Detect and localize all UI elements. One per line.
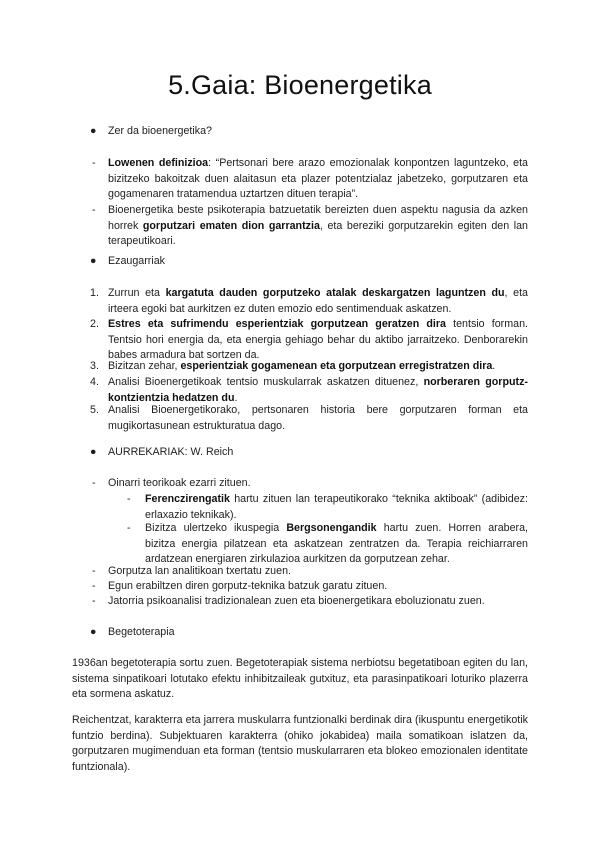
- feature-item-3: Bizitzan zehar, esperientziak gogamenean eta gorputzean erregistratzen dira.: [108, 360, 496, 372]
- feature-item-4: Analisi Bioenergetikoak tentsio muskularrak askatzen dituenez, norberaren gorputz-kontzientzia hedatzen du.: [108, 376, 528, 404]
- vegetotherapy-paragraph: 1936an begetoterapia sortu zuen. Begetoterapiak sistema nerbiotsu begetatiboan egiten du lan, sistema sinpatikoari lotutako efektu inhibitzaileak gutxituz, eta parasinpatikoari loturiko plazerra eta sormena askatuz.: [72, 657, 528, 701]
- dash-marker: -: [127, 493, 131, 505]
- bullet-marker: ●: [90, 125, 97, 137]
- dash-marker: -: [92, 204, 96, 216]
- section-heading-what-is: Zer da bioenergetika?: [108, 125, 212, 137]
- reich-subpoint-bergson: Bizitza ulertzeko ikuspegia Bergsonengandik hartu zuen. Horren arabera, bizitza energia pilatzean eta askatzean zentratzen da. Terapia reichiarraren ardatzean energiaren zirkulazioa aurkitzen da gorputzean zehar.: [145, 522, 528, 566]
- list-number: 2.: [90, 318, 99, 330]
- reich-point-1: Oinarri teorikoak ezarri zituen.: [108, 477, 251, 489]
- feature-item-5: Analisi Bioenergetikorako, pertsonaren historia bere gorputzaren forman eta mugikortasunean estrukturatua dago.: [108, 404, 528, 432]
- list-number: 5.: [90, 404, 99, 416]
- character-paragraph: Reichentzat, karakterra eta jarrera muskularra funtzionalki berdinak dira (ikuspuntu energetikotik funtzio berdina). Subjektuaren karakterra (ohiko jokabidea) maila somatikoan islatzen da, gorputzaren mugimenduan eta forman (tentsio muskularraren eta blokeo emozionalen identitate funtzionala).: [72, 714, 528, 773]
- reich-point-3: Egun erabiltzen diren gorputz-teknika batzuk garatu zituen.: [108, 580, 388, 592]
- section-heading-features: Ezaugarriak: [108, 255, 166, 267]
- section-heading-background: AURREKARIAK: W. Reich: [108, 446, 234, 458]
- page-title: 5.Gaia: Bioenergetika: [168, 70, 432, 100]
- list-number: 3.: [90, 360, 99, 372]
- reich-point-4: Jatorria psikoanalisi tradizionalean zuen eta bioenergetikara eboluzionatu zuen.: [108, 595, 485, 607]
- list-number: 1.: [90, 287, 99, 299]
- dash-marker: -: [92, 595, 96, 607]
- feature-item-2: Estres eta sufrimendu esperientziak gorputzean geratzen dira tentsio forman. Tentsio hori energia da, eta energia gehiago behar du aktibo jarraitzeko. Denborarekin babes armadura bat sortzen da.: [108, 318, 528, 362]
- dash-marker: -: [92, 477, 96, 489]
- body-importance-paragraph: Bioenergetika beste psikoterapia batzuetatik bereizten duen aspektu nagusia da azken horrek gorputzari ematen dion garrantzia, eta bereziki gorputzarekin egiten den lan terapeutikoari.: [108, 204, 528, 248]
- feature-item-1: Zurrun eta kargatuta dauden gorputzeko atalak deskargatzen laguntzen du, eta irteera egoki bat aurkitzen ez duten emozio edo sentimenduak askatzen.: [108, 287, 528, 315]
- bullet-marker: ●: [90, 255, 97, 267]
- list-number: 4.: [90, 376, 99, 388]
- dash-marker: -: [92, 157, 96, 169]
- reich-point-2: Gorputza lan analitikoan txertatu zuen.: [108, 565, 291, 577]
- bullet-marker: ●: [90, 626, 97, 638]
- reich-subpoint-ferenczi: Ferenczirengatik hartu zituen lan terapeutikorako “teknika aktiboak” (adibidez: erlaxazio teknikak).: [145, 493, 528, 521]
- section-heading-vegetotherapy: Begetoterapia: [108, 626, 175, 638]
- dash-marker: -: [92, 565, 96, 577]
- dash-marker: -: [92, 580, 96, 592]
- definition-term: Lowenen definizioa: [108, 157, 209, 169]
- definition-paragraph: Lowenen definizioa: “Pertsonari bere arazo emozionalak konpontzen laguntzeko, eta bizitzeko bakoitzak duen alaitasun eta plazer potentzialaz jabetzeko, gorputzaren eta gogamenaren tratamendua uztartzen dituen terapia”.: [108, 157, 528, 201]
- bullet-marker: ●: [90, 446, 97, 458]
- dash-marker: -: [127, 522, 131, 534]
